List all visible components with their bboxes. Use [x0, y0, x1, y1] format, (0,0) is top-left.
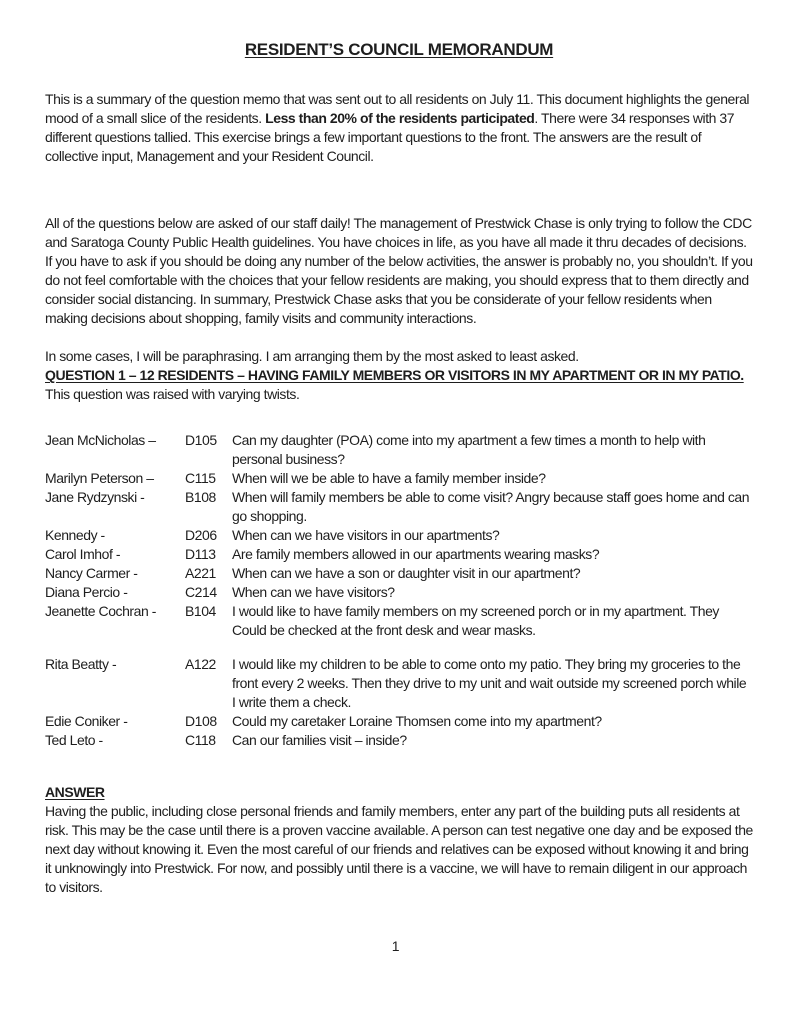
unit-code: A122	[185, 656, 216, 672]
unit-code: C115	[185, 470, 216, 486]
document-title: RESIDENT’S COUNCIL MEMORANDUM	[244, 40, 554, 59]
unit-code: C118	[185, 732, 216, 748]
unit-code: C214	[185, 584, 217, 600]
resident-question: When can we have visitors?	[232, 584, 395, 600]
resident-name: Jeanette Cochran -	[45, 603, 156, 619]
resident-question-list	[45, 431, 753, 750]
ordering-note: In some cases, I will be paraphrasing. I am arranging them by the most asked to least asked.	[45, 348, 579, 364]
resident-name: Carol Imhof -	[45, 546, 121, 562]
table-row	[45, 431, 753, 469]
resident-name: Diana Percio -	[45, 584, 128, 600]
resident-name: Jean McNicholas –	[45, 432, 156, 448]
resident-name: Rita Beatty -	[45, 656, 117, 672]
table-row	[45, 655, 753, 712]
resident-question: Are family members allowed in our apartments wearing masks?	[232, 546, 600, 562]
answer-section	[45, 783, 753, 897]
resident-question: When will family members be able to come visit? Angry because staff goes home and can go shopping.	[232, 489, 750, 524]
table-row	[45, 583, 753, 602]
answer-paragraph: Having the public, including close personal friends and family members, enter any part of the building puts all residents at risk. This may be the case until there is a proven vaccine available. A person can test negative one day and be exposed the next day without knowing it. Even the most careful of our friends and relatives can be exposed without knowing it and bring it unknowingly into Prestwick. For now, and possibly until there is a vaccine, we will have to remain diligent in our approach to visitors.	[45, 803, 753, 895]
table-row	[45, 526, 753, 545]
resident-question: When can we have visitors in our apartments?	[232, 527, 500, 543]
table-row	[45, 564, 753, 583]
resident-name: Ted Leto -	[45, 732, 103, 748]
intro-text-bold: Less than 20% of the residents participated	[265, 110, 535, 126]
resident-question: Can my daughter (POA) come into my apartment a few times a month to help with personal business?	[232, 432, 706, 467]
intro-text-start: This is a summary of the question memo that was sent out to all residents on July 11. This document highlights the general mood of a small slice of the residents.	[45, 91, 750, 126]
table-row	[45, 712, 753, 731]
resident-name: Edie Coniker -	[45, 713, 128, 729]
unit-code: D113	[185, 546, 216, 562]
table-row	[45, 545, 753, 564]
resident-question: Could my caretaker Loraine Thomsen come into my apartment?	[232, 713, 602, 729]
unit-code: B104	[185, 603, 216, 619]
unit-code: D108	[185, 713, 217, 729]
page-number: 1	[391, 938, 400, 954]
table-row	[45, 469, 753, 488]
answer-heading: ANSWER	[45, 784, 105, 800]
resident-name: Jane Rydzynski -	[45, 489, 145, 505]
unit-code: B108	[185, 489, 216, 505]
resident-question: When can we have a son or daughter visit in our apartment?	[232, 565, 581, 581]
unit-code: A221	[185, 565, 216, 581]
resident-question: When will we be able to have a family member inside?	[232, 470, 546, 486]
resident-question: I would like my children to be able to come onto my patio. They bring my groceries to the front every 2 weeks. Then they drive to my unit and wait outside my screened porch while I write them a check.	[232, 656, 747, 710]
unit-code: D105	[185, 432, 217, 448]
unit-code: D206	[185, 527, 217, 543]
table-row	[45, 731, 753, 750]
resident-name: Marilyn Peterson –	[45, 470, 154, 486]
table-row	[45, 602, 753, 640]
resident-question: Can our families visit – inside?	[232, 732, 407, 748]
question-1-heading: QUESTION 1 – 12 RESIDENTS – HAVING FAMILY MEMBERS OR VISITORS IN MY APARTMENT OR IN MY PATIO.	[45, 367, 744, 383]
resident-question: I would like to have family members on my screened porch or in my apartment. They Could be checked at the front desk and wear masks.	[232, 603, 719, 638]
intro-paragraph	[45, 90, 753, 166]
intro-text-end: . There were 34 responses with 37 different questions tallied. This exercise brings a few important questions to the front. The answers are the result of collective input, Management and your Resident Council.	[45, 110, 735, 164]
question-1-subheading: This question was raised with varying twists.	[45, 386, 300, 402]
resident-name: Nancy Carmer -	[45, 565, 138, 581]
resident-name: Kennedy -	[45, 527, 105, 543]
guidance-paragraph: All of the questions below are asked of our staff daily! The management of Prestwick Chase is only trying to follow the CDC and Saratoga County Public Health guidelines. You have choices in life, as you have all made it thru decades of decisions. If you have to ask if you should be doing any number of the below activities, the answer is probably no, you shouldn’t. If you do not feel comfortable with the choices that your fellow residents are making, you should express that to them directly and consider social distancing. In summary, Prestwick Chase asks that you be considerate of your fellow residents when making decisions about shopping, family visits and community interactions.	[45, 215, 753, 326]
table-row	[45, 488, 753, 526]
